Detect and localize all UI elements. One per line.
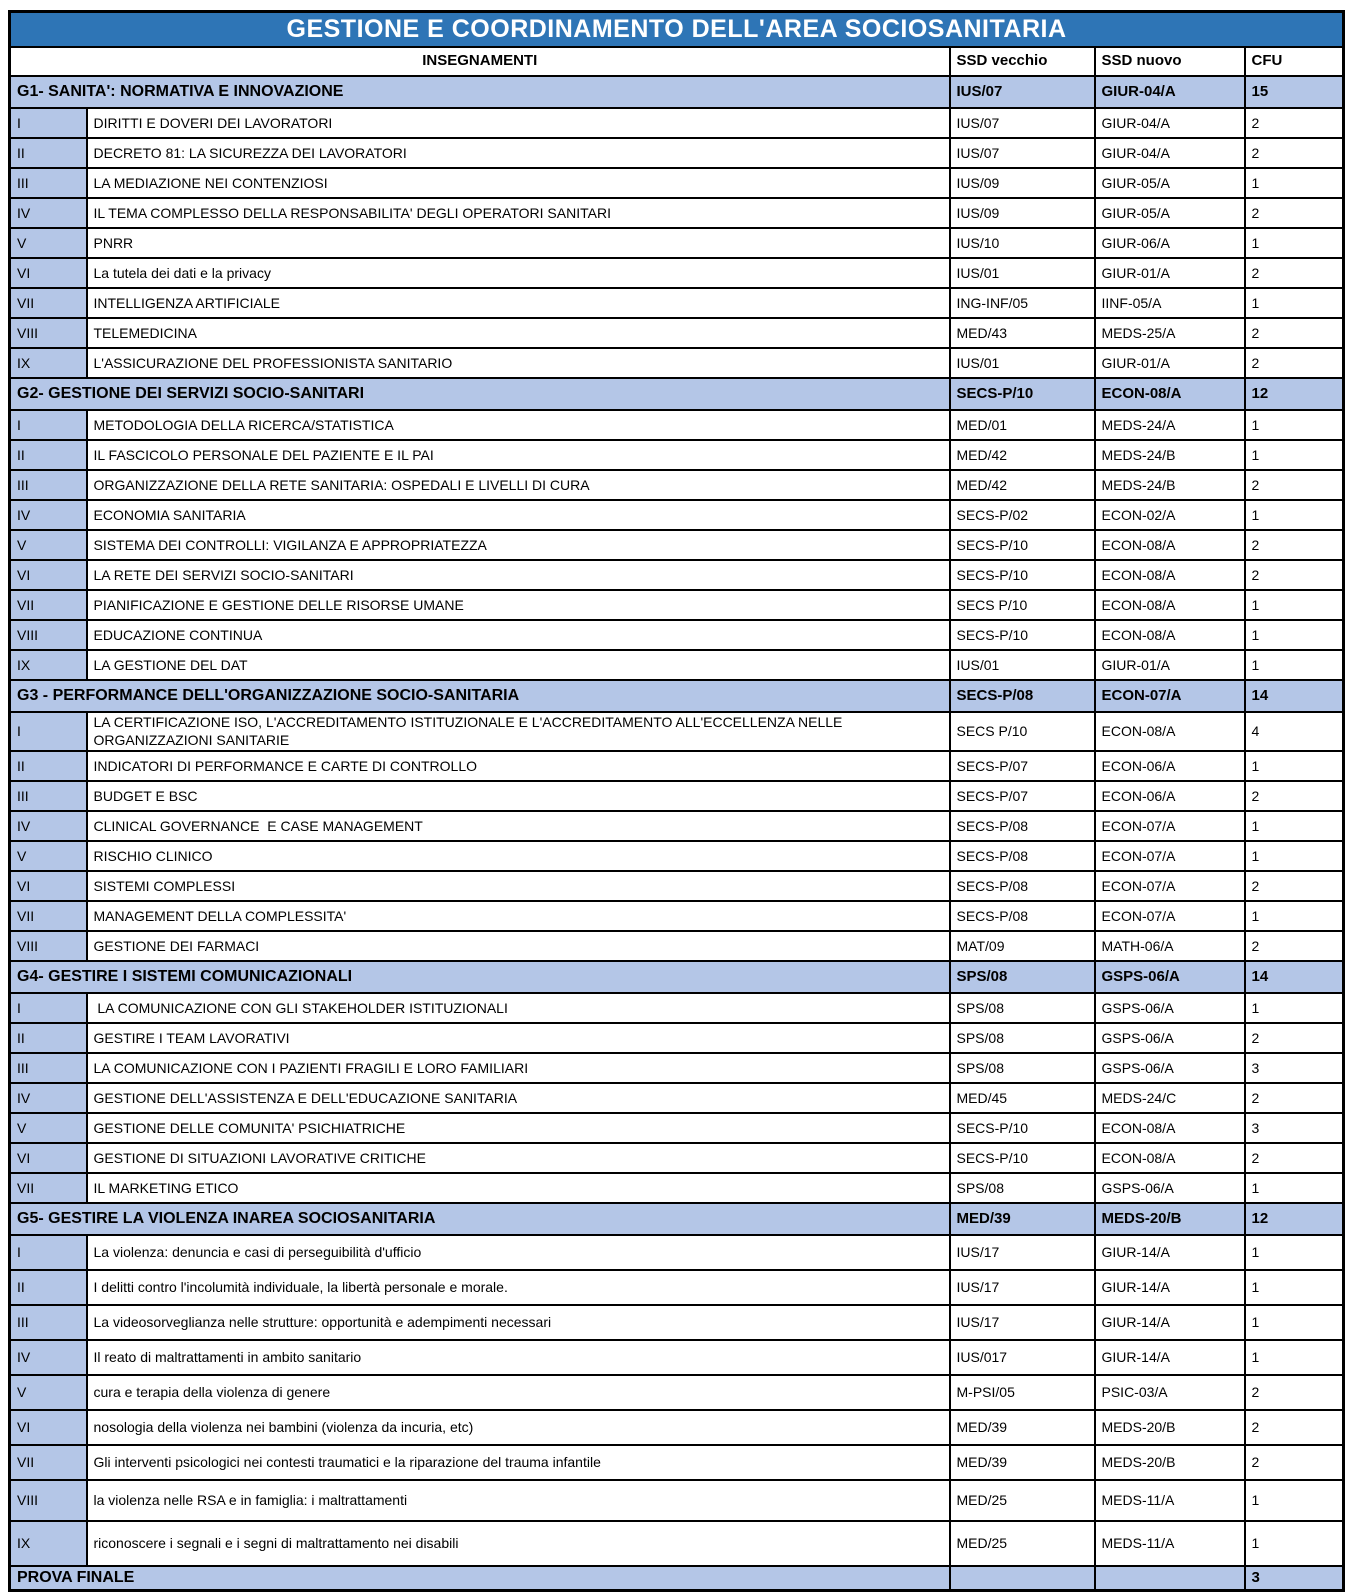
- course-number: VI: [10, 1143, 87, 1173]
- course-row: [10, 1410, 1344, 1445]
- course-ssd-vecchio: IUS/01: [950, 258, 1095, 288]
- course-cfu: 1: [1245, 841, 1344, 871]
- course-ssd-vecchio: SECS-P/10: [950, 620, 1095, 650]
- course-cfu: 2: [1245, 931, 1344, 961]
- course-name: SISTEMA DEI CONTROLLI: VIGILANZA E APPROPRIATEZZA: [87, 530, 950, 560]
- course-number: V: [10, 1375, 87, 1410]
- course-row: [10, 1305, 1344, 1340]
- course-row: [10, 781, 1344, 811]
- group-label: G2- GESTIONE DEI SERVIZI SOCIO-SANITARI: [10, 378, 950, 410]
- course-ssd-vecchio: IUS/01: [950, 650, 1095, 680]
- course-ssd-vecchio: SECS-P/08: [950, 841, 1095, 871]
- course-ssd-nuovo: GIUR-14/A: [1095, 1270, 1245, 1305]
- course-ssd-nuovo: GIUR-05/A: [1095, 168, 1245, 198]
- course-number: VII: [10, 1173, 87, 1203]
- course-number: III: [10, 168, 87, 198]
- course-ssd-nuovo: GIUR-01/A: [1095, 348, 1245, 378]
- course-name: INDICATORI DI PERFORMANCE E CARTE DI CONTROLLO: [87, 751, 950, 781]
- course-row: [10, 440, 1344, 470]
- course-row: [10, 901, 1344, 931]
- course-cfu: 2: [1245, 138, 1344, 168]
- course-ssd-nuovo: ECON-08/A: [1095, 1113, 1245, 1143]
- course-ssd-nuovo: ECON-08/A: [1095, 530, 1245, 560]
- course-name: ECONOMIA SANITARIA: [87, 500, 950, 530]
- course-number: V: [10, 228, 87, 258]
- course-cfu: 1: [1245, 1173, 1344, 1203]
- course-number: VI: [10, 258, 87, 288]
- course-number: IX: [10, 348, 87, 378]
- course-ssd-vecchio: SECS-P/08: [950, 901, 1095, 931]
- course-number: VIII: [10, 1480, 87, 1521]
- course-row: [10, 650, 1344, 680]
- course-ssd-vecchio: MAT/09: [950, 931, 1095, 961]
- course-number: II: [10, 138, 87, 168]
- course-number: IV: [10, 1340, 87, 1375]
- course-cfu: 2: [1245, 1083, 1344, 1113]
- course-row: [10, 1113, 1344, 1143]
- course-number: II: [10, 1023, 87, 1053]
- course-number: IV: [10, 811, 87, 841]
- course-ssd-vecchio: IUS/07: [950, 108, 1095, 138]
- course-cfu: 1: [1245, 288, 1344, 318]
- course-number: IX: [10, 1521, 87, 1566]
- course-ssd-nuovo: GSPS-06/A: [1095, 993, 1245, 1023]
- course-name: BUDGET E BSC: [87, 781, 950, 811]
- group-label: G5- GESTIRE LA VIOLENZA INAREA SOCIOSANITARIA: [10, 1203, 950, 1235]
- course-number: I: [10, 108, 87, 138]
- course-ssd-vecchio: SECS-P/10: [950, 560, 1095, 590]
- course-number: I: [10, 712, 87, 751]
- group-ssd-nuovo: ECON-07/A: [1095, 680, 1245, 712]
- course-row: [10, 590, 1344, 620]
- course-cfu: 2: [1245, 108, 1344, 138]
- course-name: IL MARKETING ETICO: [87, 1173, 950, 1203]
- course-ssd-nuovo: MEDS-25/A: [1095, 318, 1245, 348]
- course-ssd-vecchio: MED/25: [950, 1480, 1095, 1521]
- course-ssd-vecchio: MED/25: [950, 1521, 1095, 1566]
- course-cfu: 1: [1245, 1480, 1344, 1521]
- course-cfu: 2: [1245, 560, 1344, 590]
- course-row: [10, 751, 1344, 781]
- course-name: nosologia della violenza nei bambini (violenza da incuria, etc): [87, 1410, 950, 1445]
- course-name: IL FASCICOLO PERSONALE DEL PAZIENTE E IL PAI: [87, 440, 950, 470]
- course-name: Il reato di maltrattamenti in ambito sanitario: [87, 1340, 950, 1375]
- course-row: [10, 1083, 1344, 1113]
- course-name: SISTEMI COMPLESSI: [87, 871, 950, 901]
- course-cfu: 2: [1245, 781, 1344, 811]
- course-ssd-nuovo: GSPS-06/A: [1095, 1023, 1245, 1053]
- course-ssd-vecchio: IUS/10: [950, 228, 1095, 258]
- group-cfu: 12: [1245, 378, 1344, 410]
- course-ssd-nuovo: IINF-05/A: [1095, 288, 1245, 318]
- course-name: LA RETE DEI SERVIZI SOCIO-SANITARI: [87, 560, 950, 590]
- title-row: [10, 12, 1344, 48]
- course-name: LA GESTIONE DEL DAT: [87, 650, 950, 680]
- group-ssd-vecchio: SECS-P/08: [950, 680, 1095, 712]
- course-ssd-vecchio: IUS/09: [950, 198, 1095, 228]
- course-ssd-vecchio: ING-INF/05: [950, 288, 1095, 318]
- course-ssd-vecchio: IUS/17: [950, 1270, 1095, 1305]
- course-ssd-nuovo: ECON-08/A: [1095, 1143, 1245, 1173]
- final-exam-ssd-nuovo: [1095, 1566, 1245, 1591]
- course-ssd-nuovo: PSIC-03/A: [1095, 1375, 1245, 1410]
- group-ssd-nuovo: ECON-08/A: [1095, 378, 1245, 410]
- column-header-cfu: CFU: [1245, 47, 1344, 76]
- group-ssd-vecchio: IUS/07: [950, 76, 1095, 108]
- course-ssd-vecchio: SPS/08: [950, 1173, 1095, 1203]
- group-header-row: [10, 961, 1344, 993]
- course-cfu: 4: [1245, 712, 1344, 751]
- course-row: [10, 841, 1344, 871]
- course-name: TELEMEDICINA: [87, 318, 950, 348]
- course-number: VI: [10, 560, 87, 590]
- course-ssd-vecchio: SECS P/10: [950, 590, 1095, 620]
- course-ssd-nuovo: MEDS-24/C: [1095, 1083, 1245, 1113]
- course-name: cura e terapia della violenza di genere: [87, 1375, 950, 1410]
- course-ssd-nuovo: ECON-02/A: [1095, 500, 1245, 530]
- course-ssd-vecchio: MED/39: [950, 1410, 1095, 1445]
- course-row: [10, 470, 1344, 500]
- course-number: III: [10, 1305, 87, 1340]
- course-row: [10, 931, 1344, 961]
- course-cfu: 2: [1245, 470, 1344, 500]
- course-ssd-vecchio: MED/42: [950, 470, 1095, 500]
- course-number: VIII: [10, 620, 87, 650]
- table-title: GESTIONE E COORDINAMENTO DELL'AREA SOCIOSANITARIA: [10, 12, 1344, 48]
- course-row: [10, 258, 1344, 288]
- course-number: II: [10, 440, 87, 470]
- course-cfu: 2: [1245, 1445, 1344, 1480]
- course-ssd-vecchio: IUS/07: [950, 138, 1095, 168]
- course-number: VIII: [10, 318, 87, 348]
- course-name: riconoscere i segnali e i segni di maltrattamento nei disabili: [87, 1521, 950, 1566]
- course-ssd-vecchio: MED/39: [950, 1445, 1095, 1480]
- course-cfu: 2: [1245, 1410, 1344, 1445]
- course-row: [10, 410, 1344, 440]
- course-ssd-nuovo: ECON-07/A: [1095, 901, 1245, 931]
- course-ssd-vecchio: SPS/08: [950, 1053, 1095, 1083]
- group-label: G1- SANITA': NORMATIVA E INNOVAZIONE: [10, 76, 950, 108]
- course-ssd-nuovo: GIUR-14/A: [1095, 1235, 1245, 1270]
- column-header-ssd-vecchio: SSD vecchio: [950, 47, 1095, 76]
- course-row: [10, 318, 1344, 348]
- course-ssd-vecchio: SECS-P/10: [950, 530, 1095, 560]
- course-number: VII: [10, 1445, 87, 1480]
- course-row: [10, 1340, 1344, 1375]
- course-row: [10, 198, 1344, 228]
- course-number: V: [10, 1113, 87, 1143]
- course-name: La tutela dei dati e la privacy: [87, 258, 950, 288]
- group-ssd-vecchio: SECS-P/10: [950, 378, 1095, 410]
- course-name: RISCHIO CLINICO: [87, 841, 950, 871]
- course-ssd-vecchio: MED/42: [950, 440, 1095, 470]
- column-header-row: [10, 47, 1344, 76]
- group-header-row: [10, 680, 1344, 712]
- course-cfu: 1: [1245, 993, 1344, 1023]
- course-cfu: 1: [1245, 590, 1344, 620]
- course-number: VI: [10, 1410, 87, 1445]
- course-cfu: 2: [1245, 1143, 1344, 1173]
- course-table: [8, 10, 1345, 1592]
- course-ssd-vecchio: M-PSI/05: [950, 1375, 1095, 1410]
- course-number: III: [10, 470, 87, 500]
- course-ssd-vecchio: IUS/09: [950, 168, 1095, 198]
- course-cfu: 1: [1245, 650, 1344, 680]
- course-ssd-vecchio: MED/43: [950, 318, 1095, 348]
- course-ssd-nuovo: ECON-07/A: [1095, 871, 1245, 901]
- course-ssd-nuovo: ECON-07/A: [1095, 841, 1245, 871]
- course-name: DECRETO 81: LA SICUREZZA DEI LAVORATORI: [87, 138, 950, 168]
- course-row: [10, 1235, 1344, 1270]
- group-label: G3 - PERFORMANCE DELL'ORGANIZZAZIONE SOCIO-SANITARIA: [10, 680, 950, 712]
- course-number: VII: [10, 288, 87, 318]
- course-ssd-nuovo: GIUR-05/A: [1095, 198, 1245, 228]
- course-ssd-vecchio: SPS/08: [950, 1023, 1095, 1053]
- course-ssd-nuovo: MEDS-20/B: [1095, 1445, 1245, 1480]
- course-name: CLINICAL GOVERNANCE E CASE MANAGEMENT: [87, 811, 950, 841]
- course-cfu: 1: [1245, 620, 1344, 650]
- course-ssd-nuovo: GIUR-01/A: [1095, 650, 1245, 680]
- course-number: I: [10, 1235, 87, 1270]
- group-header-row: [10, 76, 1344, 108]
- course-number: III: [10, 1053, 87, 1083]
- course-row: [10, 811, 1344, 841]
- course-ssd-vecchio: SPS/08: [950, 993, 1095, 1023]
- course-name: I delitti contro l'incolumità individuale, la libertà personale e morale.: [87, 1270, 950, 1305]
- course-ssd-vecchio: SECS-P/07: [950, 781, 1095, 811]
- course-row: [10, 530, 1344, 560]
- course-cfu: 2: [1245, 318, 1344, 348]
- course-name: INTELLIGENZA ARTIFICIALE: [87, 288, 950, 318]
- course-row: [10, 138, 1344, 168]
- course-name: GESTIONE DELLE COMUNITA' PSICHIATRICHE: [87, 1113, 950, 1143]
- course-ssd-nuovo: GSPS-06/A: [1095, 1053, 1245, 1083]
- course-ssd-nuovo: MEDS-11/A: [1095, 1521, 1245, 1566]
- course-ssd-vecchio: IUS/17: [950, 1235, 1095, 1270]
- course-ssd-vecchio: SECS-P/07: [950, 751, 1095, 781]
- course-row: [10, 620, 1344, 650]
- course-row: [10, 560, 1344, 590]
- course-row: [10, 1375, 1344, 1410]
- course-ssd-vecchio: SECS-P/08: [950, 871, 1095, 901]
- course-row: [10, 1143, 1344, 1173]
- group-cfu: 14: [1245, 680, 1344, 712]
- course-cfu: 1: [1245, 500, 1344, 530]
- course-ssd-nuovo: ECON-08/A: [1095, 712, 1245, 751]
- course-cfu: 1: [1245, 440, 1344, 470]
- course-number: IX: [10, 650, 87, 680]
- course-ssd-vecchio: SECS P/10: [950, 712, 1095, 751]
- course-name: LA COMUNICAZIONE CON GLI STAKEHOLDER ISTITUZIONALI: [87, 993, 950, 1023]
- final-exam-label: PROVA FINALE: [10, 1566, 950, 1591]
- course-name: LA MEDIAZIONE NEI CONTENZIOSI: [87, 168, 950, 198]
- course-number: II: [10, 1270, 87, 1305]
- course-ssd-nuovo: ECON-06/A: [1095, 781, 1245, 811]
- group-ssd-vecchio: MED/39: [950, 1203, 1095, 1235]
- course-ssd-vecchio: SECS-P/08: [950, 811, 1095, 841]
- course-ssd-nuovo: MEDS-24/B: [1095, 470, 1245, 500]
- course-name: ORGANIZZAZIONE DELLA RETE SANITARIA: OSPEDALI E LIVELLI DI CURA: [87, 470, 950, 500]
- course-ssd-nuovo: GIUR-14/A: [1095, 1340, 1245, 1375]
- course-cfu: 2: [1245, 1023, 1344, 1053]
- course-cfu: 1: [1245, 1340, 1344, 1375]
- course-row: [10, 993, 1344, 1023]
- final-exam-ssd-vecchio: [950, 1566, 1095, 1591]
- course-cfu: 2: [1245, 258, 1344, 288]
- course-ssd-vecchio: SECS-P/10: [950, 1143, 1095, 1173]
- course-name: GESTIRE I TEAM LAVORATIVI: [87, 1023, 950, 1053]
- course-ssd-nuovo: GSPS-06/A: [1095, 1173, 1245, 1203]
- course-cfu: 2: [1245, 530, 1344, 560]
- course-cfu: 2: [1245, 1375, 1344, 1410]
- course-row: [10, 288, 1344, 318]
- course-number: VIII: [10, 931, 87, 961]
- course-ssd-vecchio: SECS-P/10: [950, 1113, 1095, 1143]
- column-header-insegnamenti: INSEGNAMENTI: [10, 47, 950, 76]
- course-number: VII: [10, 901, 87, 931]
- group-header-row: [10, 1203, 1344, 1235]
- course-ssd-nuovo: MEDS-20/B: [1095, 1410, 1245, 1445]
- group-ssd-nuovo: GIUR-04/A: [1095, 76, 1245, 108]
- course-ssd-nuovo: ECON-08/A: [1095, 560, 1245, 590]
- course-name: MANAGEMENT DELLA COMPLESSITA': [87, 901, 950, 931]
- group-cfu: 15: [1245, 76, 1344, 108]
- course-number: IV: [10, 1083, 87, 1113]
- course-ssd-vecchio: IUS/17: [950, 1305, 1095, 1340]
- course-row: [10, 1173, 1344, 1203]
- course-number: III: [10, 781, 87, 811]
- group-header-row: [10, 378, 1344, 410]
- course-row: [10, 1023, 1344, 1053]
- course-ssd-vecchio: MED/01: [950, 410, 1095, 440]
- course-number: V: [10, 530, 87, 560]
- course-name: DIRITTI E DOVERI DEI LAVORATORI: [87, 108, 950, 138]
- course-ssd-nuovo: GIUR-06/A: [1095, 228, 1245, 258]
- course-ssd-nuovo: MEDS-24/A: [1095, 410, 1245, 440]
- course-ssd-vecchio: MED/45: [950, 1083, 1095, 1113]
- course-name: EDUCAZIONE CONTINUA: [87, 620, 950, 650]
- course-ssd-nuovo: MEDS-11/A: [1095, 1480, 1245, 1521]
- course-row: [10, 1480, 1344, 1521]
- course-ssd-nuovo: MEDS-24/B: [1095, 440, 1245, 470]
- course-number: IV: [10, 500, 87, 530]
- course-ssd-nuovo: GIUR-04/A: [1095, 138, 1245, 168]
- course-number: VI: [10, 871, 87, 901]
- course-ssd-vecchio: SECS-P/02: [950, 500, 1095, 530]
- course-name: PIANIFICAZIONE E GESTIONE DELLE RISORSE UMANE: [87, 590, 950, 620]
- course-row: [10, 228, 1344, 258]
- course-number: I: [10, 993, 87, 1023]
- course-name: METODOLOGIA DELLA RICERCA/STATISTICA: [87, 410, 950, 440]
- course-name: LA CERTIFICAZIONE ISO, L'ACCREDITAMENTO ISTITUZIONALE E L'ACCREDITAMENTO ALL'ECCELLENZA NELLE ORGANIZZAZIONI SANITARIE: [87, 712, 950, 751]
- course-row: [10, 1521, 1344, 1566]
- course-name: GESTIONE DELL'ASSISTENZA E DELL'EDUCAZIONE SANITARIA: [87, 1083, 950, 1113]
- course-cfu: 1: [1245, 1305, 1344, 1340]
- course-ssd-vecchio: IUS/017: [950, 1340, 1095, 1375]
- course-cfu: 2: [1245, 198, 1344, 228]
- course-ssd-nuovo: ECON-08/A: [1095, 620, 1245, 650]
- course-cfu: 1: [1245, 811, 1344, 841]
- course-row: [10, 1445, 1344, 1480]
- course-name: L'ASSICURAZIONE DEL PROFESSIONISTA SANITARIO: [87, 348, 950, 378]
- course-number: I: [10, 410, 87, 440]
- course-cfu: 3: [1245, 1053, 1344, 1083]
- course-cfu: 1: [1245, 1270, 1344, 1305]
- final-exam-row: [10, 1566, 1344, 1591]
- course-table-body: [10, 76, 1344, 1566]
- course-cfu: 1: [1245, 1521, 1344, 1566]
- course-name: La videosorveglianza nelle strutture: opportunità e adempimenti necessari: [87, 1305, 950, 1340]
- final-exam-cfu: 3: [1245, 1566, 1344, 1591]
- course-row: [10, 500, 1344, 530]
- course-cfu: 2: [1245, 871, 1344, 901]
- course-number: VII: [10, 590, 87, 620]
- course-ssd-nuovo: GIUR-14/A: [1095, 1305, 1245, 1340]
- group-label: G4- GESTIRE I SISTEMI COMUNICAZIONALI: [10, 961, 950, 993]
- course-name: La violenza: denuncia e casi di perseguibilità d'ufficio: [87, 1235, 950, 1270]
- course-name: LA COMUNICAZIONE CON I PAZIENTI FRAGILI E LORO FAMILIARI: [87, 1053, 950, 1083]
- course-row: [10, 1053, 1344, 1083]
- course-ssd-vecchio: IUS/01: [950, 348, 1095, 378]
- group-ssd-nuovo: GSPS-06/A: [1095, 961, 1245, 993]
- course-cfu: 2: [1245, 348, 1344, 378]
- course-ssd-nuovo: ECON-07/A: [1095, 811, 1245, 841]
- course-ssd-nuovo: ECON-06/A: [1095, 751, 1245, 781]
- course-cfu: 1: [1245, 901, 1344, 931]
- course-ssd-nuovo: ECON-08/A: [1095, 590, 1245, 620]
- course-name: Gli interventi psicologici nei contesti traumatici e la riparazione del trauma infantile: [87, 1445, 950, 1480]
- column-header-ssd-nuovo: SSD nuovo: [1095, 47, 1245, 76]
- group-cfu: 14: [1245, 961, 1344, 993]
- course-cfu: 3: [1245, 1113, 1344, 1143]
- course-cfu: 1: [1245, 410, 1344, 440]
- course-row: [10, 168, 1344, 198]
- course-row: [10, 1270, 1344, 1305]
- group-ssd-nuovo: MEDS-20/B: [1095, 1203, 1245, 1235]
- course-name: GESTIONE DI SITUAZIONI LAVORATIVE CRITICHE: [87, 1143, 950, 1173]
- course-name: GESTIONE DEI FARMACI: [87, 931, 950, 961]
- course-name: la violenza nelle RSA e in famiglia: i maltrattamenti: [87, 1480, 950, 1521]
- course-row: [10, 108, 1344, 138]
- group-ssd-vecchio: SPS/08: [950, 961, 1095, 993]
- course-cfu: 1: [1245, 751, 1344, 781]
- course-name: PNRR: [87, 228, 950, 258]
- course-number: V: [10, 841, 87, 871]
- course-row: [10, 348, 1344, 378]
- course-cfu: 1: [1245, 228, 1344, 258]
- course-name: IL TEMA COMPLESSO DELLA RESPONSABILITA' DEGLI OPERATORI SANITARI: [87, 198, 950, 228]
- group-cfu: 12: [1245, 1203, 1344, 1235]
- course-number: II: [10, 751, 87, 781]
- course-row: [10, 712, 1344, 751]
- course-ssd-nuovo: GIUR-01/A: [1095, 258, 1245, 288]
- course-cfu: 1: [1245, 1235, 1344, 1270]
- course-ssd-nuovo: GIUR-04/A: [1095, 108, 1245, 138]
- course-cfu: 1: [1245, 168, 1344, 198]
- course-ssd-nuovo: MATH-06/A: [1095, 931, 1245, 961]
- course-number: IV: [10, 198, 87, 228]
- course-row: [10, 871, 1344, 901]
